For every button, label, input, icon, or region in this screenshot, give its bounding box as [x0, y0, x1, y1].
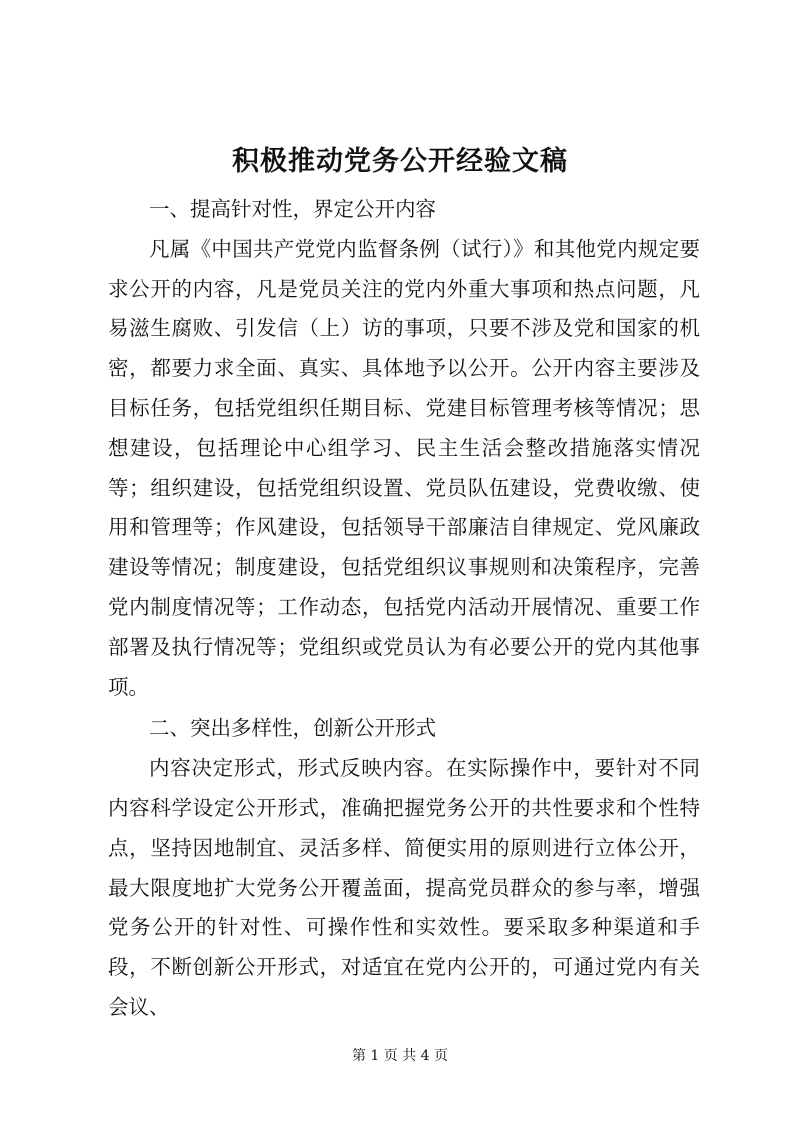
page-number-footer: 第 1 页 共 4 页: [351, 1048, 449, 1064]
section-2-heading: 二、突出多样性，创新公开形式: [149, 716, 436, 741]
document-title: 积极推动党务公开经验文稿: [232, 146, 568, 177]
section-2-paragraph: 内容决定形式，形式反映内容。在实际操作中，要针对不同内容科学设定公开形式，准确把握党务公开的共性要求和个性特点，坚持因地制宜、灵活多样、简便实用的原则进行立体公开，最大限度地扩大党务公开覆盖面，提高党员群众的参与率，增强党务公开的针对性、可操作性和实效性。要采取多种渠道和手段，不断创新公开形式，对适宜在党内公开的，可通过党内有关会议、: [108, 756, 700, 1019]
section-1-paragraph: 凡属《中国共产党党内监督条例（试行）》和其他党内规定要求公开的内容，凡是党员关注的党内外重大事项和热点问题，凡易滋生腐败、引发信（上）访的事项，只要不涉及党和国家的机密，都要力求全面、真实、具体地予以公开。公开内容主要涉及目标任务，包括党组织任期目标、党建目标管理考核等情况；思想建设，包括理论中心组学习、民主生活会整改措施落实情况等；组织建设，包括党组织设置、党员队伍建设，党费收缴、使用和管理等；作风建设，包括领导干部廉洁自律规定、党风廉政建设等情况；制度建设，包括党组织议事规则和决策程序，完善党内制度情况等；工作动态，包括党内活动开展情况、重要工作部署及执行情况等；党组织或党员认为有必要公开的党内其他事项。: [108, 236, 700, 699]
document-body: [108, 188, 700, 1028]
section-1-heading: 一、提高针对性，界定公开内容: [149, 197, 436, 221]
